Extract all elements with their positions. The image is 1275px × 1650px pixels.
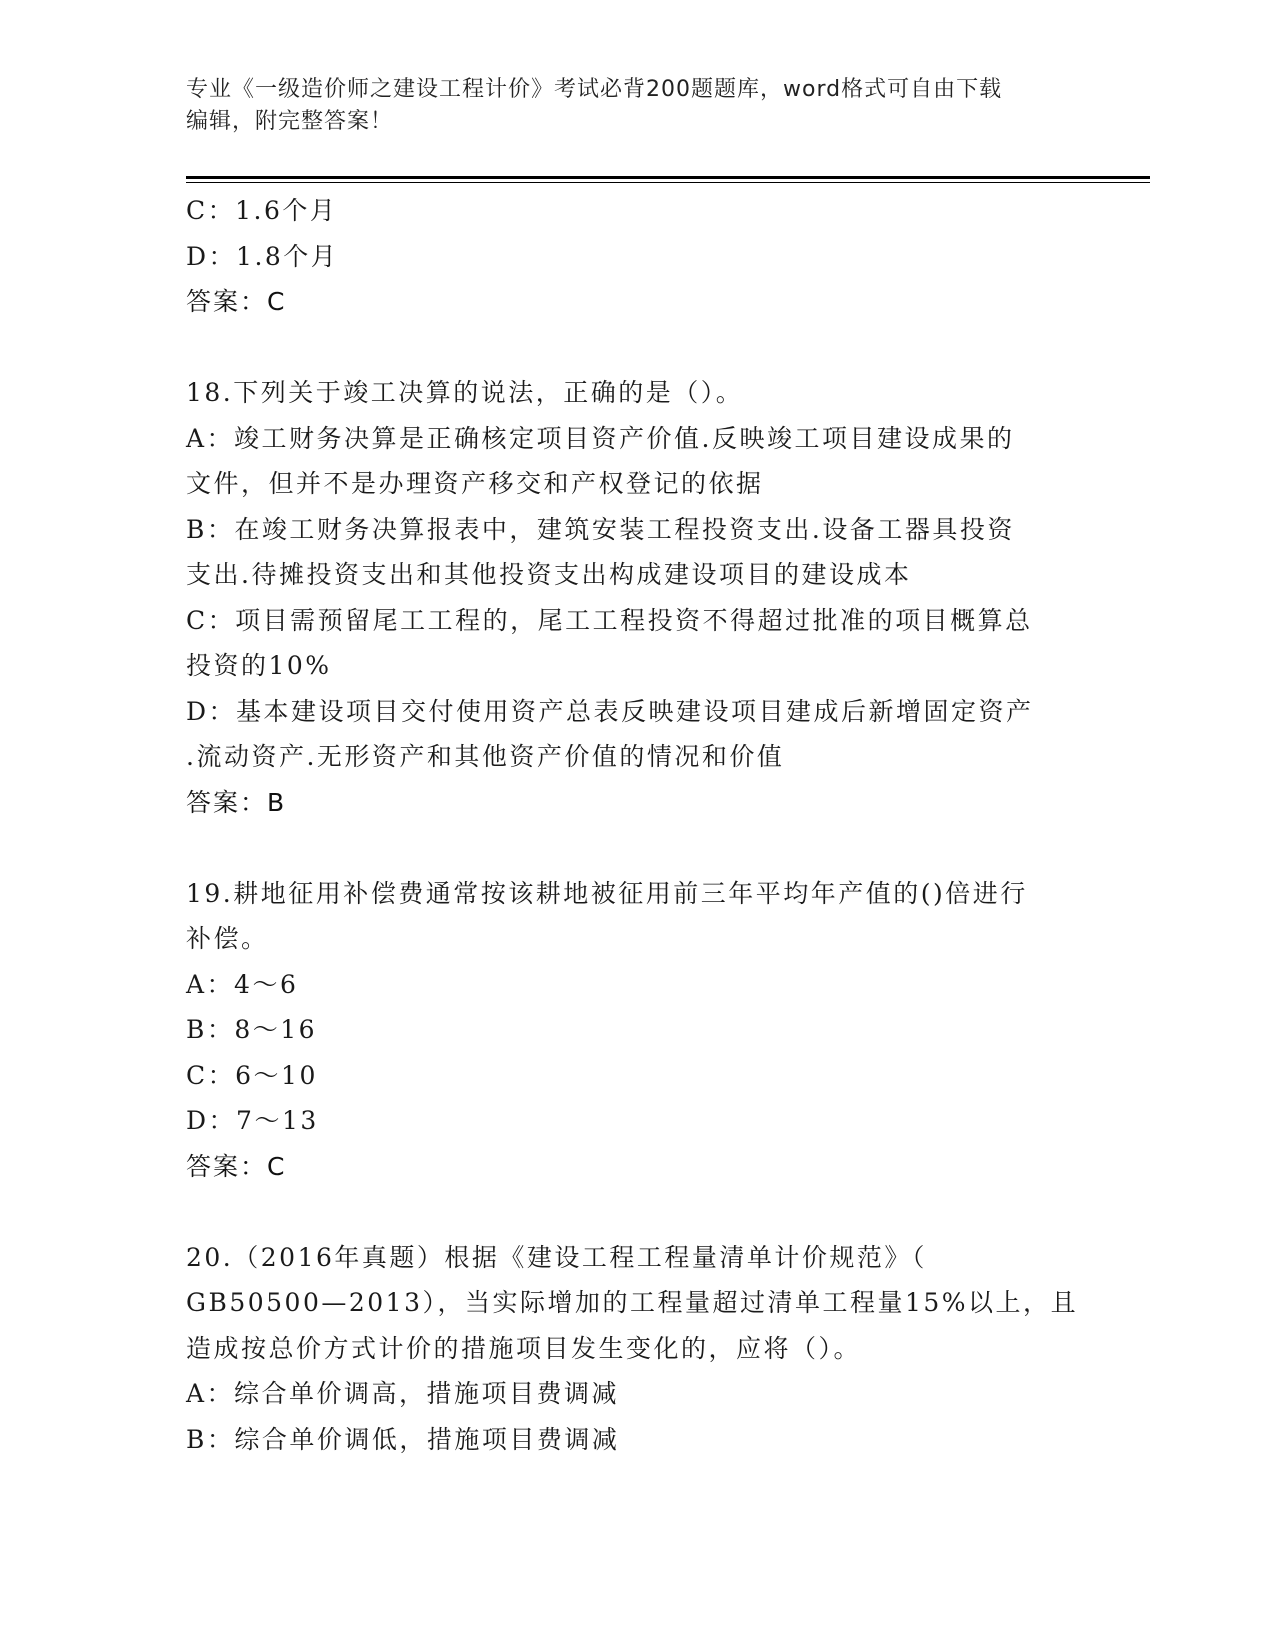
header-rule-thin [186,182,1150,183]
option-c-line-2: 投资的10% [186,651,332,680]
option-c-line-1: C：项目需预留尾工工程的，尾工工程投资不得超过批准的项目概算总 [186,605,1033,635]
option-d: D：7～13 [186,1106,319,1135]
question-stem-line-3: 造成按总价方式计价的措施项目发生变化的，应将（）。 [186,1333,862,1363]
option-a-line-1: A：竣工财务决算是正确核定项目资产价值.反映竣工项目建设成果的 [186,423,1015,453]
option-b: B：8～16 [186,1015,318,1044]
question-stem: 18.下列关于竣工决算的说法，正确的是（）。 [186,378,744,407]
option-a-line-2: 文件，但并不是办理资产移交和产权登记的依据 [186,469,764,498]
spacer [186,325,1086,371]
option-d-line-1: D：基本建设项目交付使用资产总表反映建设项目建成后新增固定资产 [186,696,1034,726]
option-d-line-2: .流动资产.无形资产和其他资产价值的情况和价值 [186,742,785,771]
answer-line: 答案：C [186,287,287,316]
option-b-line-2: 支出.待摊投资支出和其他投资支出构成建设项目的建设成本 [186,560,912,589]
question-stem-line-2: 补偿。 [186,924,269,953]
answer-line: 答案：C [186,1151,287,1181]
option-b-line-1: B：在竣工财务决算报表中，建筑安装工程投资支出.设备工器具投资 [186,514,1015,544]
option-c: C：6～10 [186,1060,318,1090]
spacer [186,1189,1086,1235]
option-d: D：1.8个月 [186,241,339,271]
question-stem-line-1: 19.耕地征用补偿费通常按该耕地被征用前三年平均年产值的()倍进行 [186,878,1028,908]
header-rule-thick [186,176,1150,179]
option-a: A：综合单价调高，措施项目费调减 [186,1379,620,1408]
option-c: C：1.6个月 [186,196,338,225]
document-body [186,188,1086,1462]
question-18 [186,370,1086,825]
question-stem-line-1: 20.（2016年真题）根据《建设工程工程量清单计价规范》（ [186,1242,927,1272]
question-stem-line-2: GB50500—2013），当实际增加的工程量超过清单工程量15%以上，且 [186,1288,1079,1317]
question-20 [186,1235,1086,1463]
header-line-2: 编辑，附完整答案！ [186,109,394,134]
spacer [186,825,1086,871]
previous-question-tail [186,188,1086,325]
option-a: A：4～6 [186,969,299,999]
document-header [186,74,1086,138]
header-line-1: 专业《一级造价师之建设工程计价》考试必背200题题库，word格式可自由下载 [186,77,1003,102]
question-19 [186,871,1086,1190]
option-b: B：综合单价调低，措施项目费调减 [186,1424,620,1454]
answer-line: 答案：B [186,787,287,817]
